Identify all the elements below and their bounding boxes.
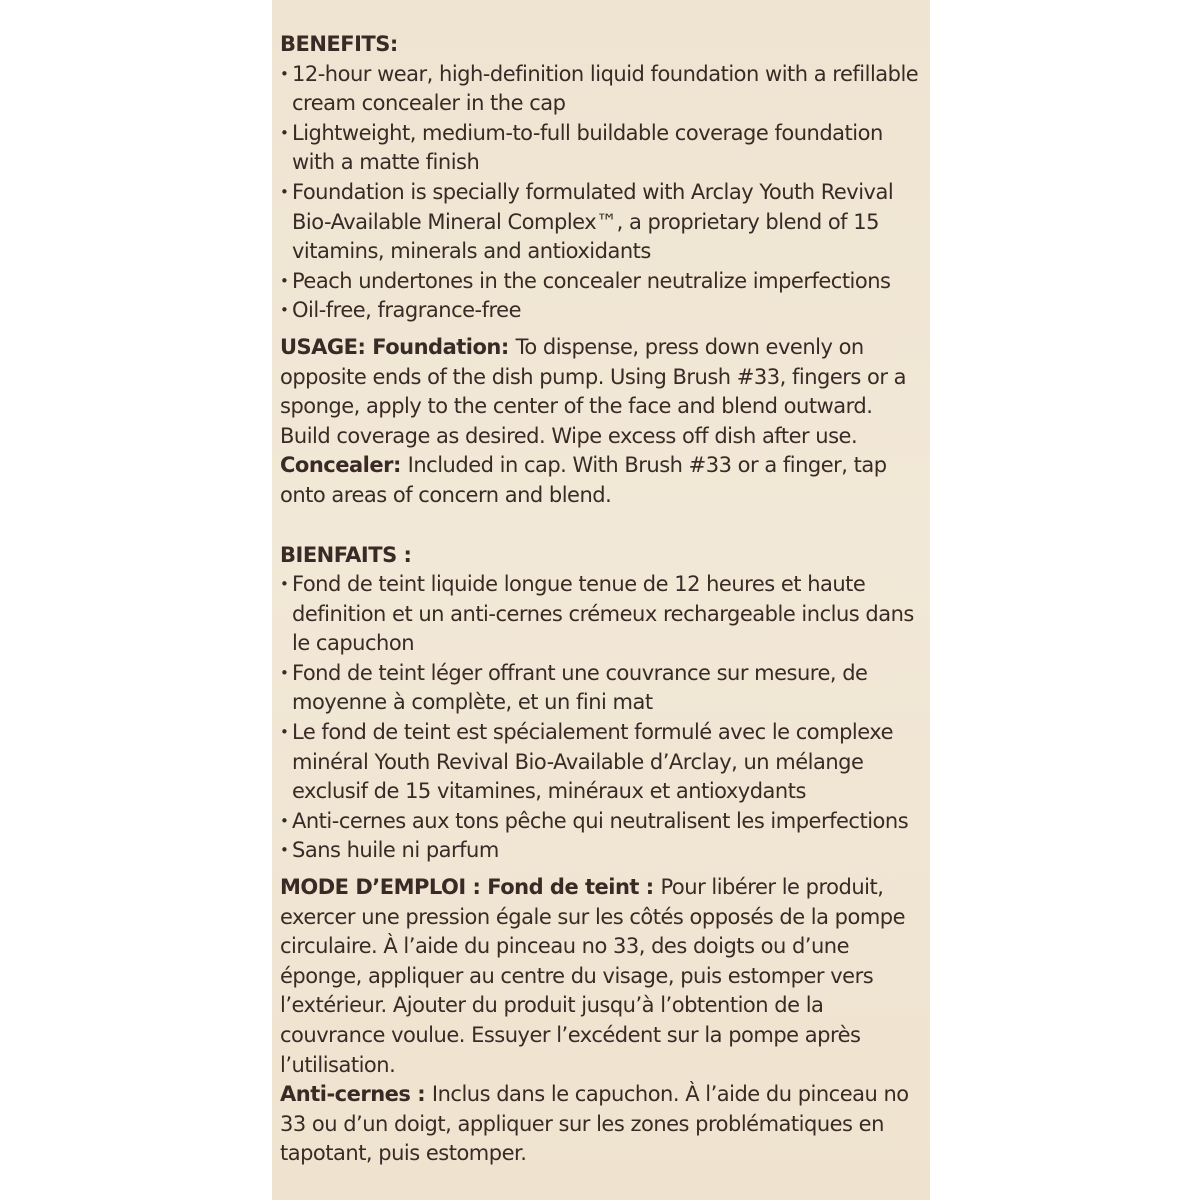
label-text	[280, 30, 925, 1169]
concealer-text: Included in cap. With Brush #33 or a finger, tap onto areas of concern and blend.	[280, 453, 887, 507]
benefit-item: • Oil-free, fragrance-free	[280, 296, 925, 326]
anti-cernes-paragraph	[280, 1080, 925, 1169]
mode-emploi-label: MODE D’EMPLOI : Fond de teint :	[280, 875, 661, 900]
benefit-item: • Foundation is specially formulated with Arclay Youth Revival Bio-Available Mineral Complex™, a proprietary blend of 15 vitamins, minerals and antioxidants	[280, 178, 925, 267]
bienfait-item: • Anti-cernes aux tons pêche qui neutralisent les imperfections	[280, 807, 925, 837]
concealer-paragraph	[280, 451, 925, 510]
bienfait-item: • Fond de teint liquide longue tenue de 12 heures et haute definition et un anti-cernes crémeux rechargeable inclus dans le capuchon	[280, 570, 925, 659]
usage-text: To dispense, press down evenly on opposite ends of the dish pump. Using Brush #33, fingers or a sponge, apply to the center of the face and blend outward. Build coverage as desired. Wipe excess off dish after use.	[280, 334, 907, 448]
benefits-list	[280, 60, 925, 326]
benefit-item: • Peach undertones in the concealer neutralize imperfections	[280, 267, 925, 297]
anti-cernes-text: Inclus dans le capuchon. À l’aide du pinceau no 33 ou d’un doigt, appliquer sur les zones problématiques en tapotant, puis estomper.	[280, 1082, 909, 1166]
mode-emploi-paragraph	[280, 873, 925, 1080]
usage-paragraph	[280, 333, 925, 451]
english-section	[280, 30, 925, 511]
mode-emploi-text: Pour libérer le produit, exercer une pression égale sur les côtés opposés de la pompe circulaire. À l’aide du pinceau no 33, des doigts ou d’une éponge, appliquer au centre du visage, puis estomper vers l’extérieur. Ajouter du produit jusqu’à l’obtention de la couvrance voulue. Essuyer l’excédent sur la pompe après l’utilisation.	[280, 875, 906, 1077]
usage-label: USAGE: Foundation:	[280, 334, 516, 359]
bienfait-item: • Sans huile ni parfum	[280, 836, 925, 866]
benefit-item: • Lightweight, medium-to-full buildable coverage foundation with a matte finish	[280, 119, 925, 178]
bienfaits-heading: BIENFAITS :	[280, 542, 412, 567]
bienfaits-list	[280, 570, 925, 866]
product-label-card	[272, 0, 930, 1200]
benefits-heading: BENEFITS:	[280, 32, 398, 56]
anti-cernes-label: Anti-cernes :	[280, 1082, 432, 1107]
benefit-item: • 12-hour wear, high-definition liquid foundation with a refillable cream concealer in the cap	[280, 60, 925, 119]
bienfait-item: • Fond de teint léger offrant une couvrance sur mesure, de moyenne à complète, et un fini mat	[280, 659, 925, 718]
bienfait-item: • Le fond de teint est spécialement formulé avec le complexe minéral Youth Revival Bio-Available d’Arclay, un mélange exclusif de 15 vitamines, minéraux et antioxydants	[280, 718, 925, 807]
concealer-label: Concealer:	[280, 453, 408, 478]
french-section	[280, 541, 925, 1169]
